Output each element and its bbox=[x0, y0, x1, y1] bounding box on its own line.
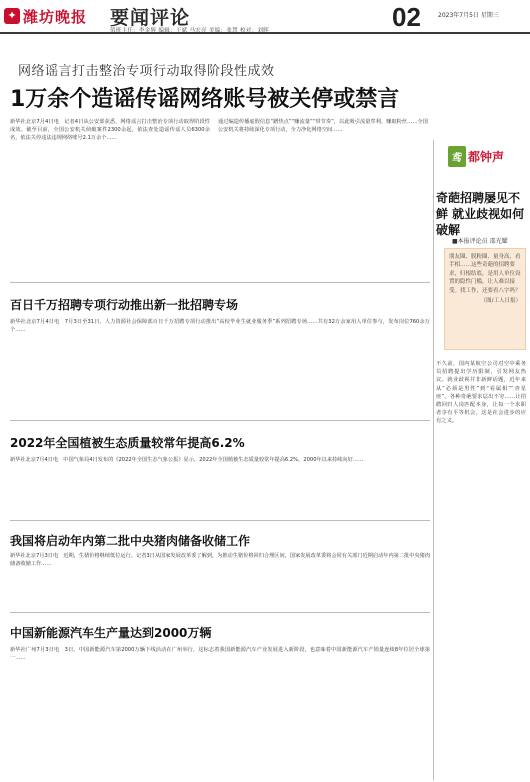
divider bbox=[10, 520, 430, 521]
column-divider bbox=[433, 140, 434, 780]
article3-title: 2022年全国植被生态质量较常年提高6.2% bbox=[10, 436, 245, 450]
lead-body-right: 通过编造传播虚假信息“蹭热点”“赚流量”“带节奏”，以此吸引流量牟利，赚取粉丝……全国公安机关将持续深化专项行动，全力净化网络空间…… bbox=[218, 119, 428, 133]
divider bbox=[10, 612, 430, 613]
paper-logo-icon: ✦ bbox=[4, 8, 20, 24]
issue-date: 2023年7月5日 星期三 bbox=[438, 12, 499, 19]
article4-body: 新华社北京7月3日电 近期，生猪价格继续低位运行。记者3日从国家发展改革委了解到，为推动生猪价格回归合理区间，国家发展改革委将会同有关部门近期启动年内第二批中央猪肉储备收储工作…… bbox=[10, 553, 430, 567]
brand-badge: 鸢 bbox=[448, 146, 466, 167]
lead-headline: 1万余个造谣传谣网络账号被关停或禁言 bbox=[10, 87, 400, 112]
brand-text: 都钟声 bbox=[468, 149, 505, 164]
masthead bbox=[0, 0, 530, 34]
divider bbox=[10, 282, 430, 283]
paper-name: 潍坊晚报 bbox=[23, 7, 88, 26]
divider bbox=[10, 420, 430, 421]
opinion-byline: ■本报评论员 邵光耀 bbox=[452, 238, 508, 245]
lead-body-left: 新华社北京7月4日电 记者4日从公安部获悉，网络谣言打击整治专项行动取得阶段性成效。截至目前，全国公安机关侦破案件2300余起，依法查处造谣传谣人员6300余名，依法关停违法违规网络账号2.1万余个…… bbox=[10, 119, 210, 141]
article4-title: 我国将启动年内第二批中央猪肉储备收储工作 bbox=[10, 534, 251, 548]
opinion-title: 奇葩招聘屡见不鲜 就业歧视如何破解 bbox=[436, 191, 525, 237]
article5-body: 新华社广州7月3日电 3日，中国新能源汽车第2000万辆下线活动在广州举行，这标志着我国新能源汽车产业发展进入新阶段，也意味着中国新能源汽车产销量连续8年位居全球第一…… bbox=[10, 647, 430, 661]
section-title: 要闻评论 bbox=[110, 7, 191, 29]
editor-credits: 值班主任：李金辉 编辑：于斌 马宏亮 美编：张慧 校对：刘晖 bbox=[110, 28, 269, 34]
page-number: 02 bbox=[392, 2, 421, 32]
article2-title: 百日千万招聘专项行动推出新一批招聘专场 bbox=[10, 298, 239, 312]
opinion-body: 不久前，国内某航空公司对空中乘务员招聘提出学历限制，引发网友热议。就业歧视并非新鲜话题，近年来从“必须是男性”到“看属相”“查星座”，各种奇葩要求层出不穷……让招聘回归人岗匹配本身，让每一个求职者享有平等机会，这是社会进步的应有之义。 bbox=[436, 361, 526, 425]
article5-title: 中国新能源汽车生产量达到2000万辆 bbox=[10, 626, 212, 640]
opinion-quote-source: （图/工人日报） bbox=[480, 298, 521, 305]
article3-body: 新华社北京7月4日电 中国气象局4日发布的《2022年全国生态气象公报》显示，2022年全国植被生态质量较常年提高6.2%，2000年以来持续向好…… bbox=[10, 457, 364, 463]
opinion-quote: 朋友圈、脱粉圈、量身高、看手相……这些奇葩的招聘要求，归根结底，是用人单位设置的隐性门槛，让人难以接受。找工作，还要看八字吗？ bbox=[449, 254, 521, 294]
article2-body: 新华社北京7月4日电 7月3日至31日，人力资源社会保障部百日千万招聘专项行动推出“高校毕业生就业服务季”系列招聘专场……共有32万余家用人单位参与，发布岗位760余万个…… bbox=[10, 319, 430, 333]
paper-logo bbox=[4, 4, 87, 28]
opinion-quote-box bbox=[444, 248, 526, 350]
lead-kicker: 网络谣言打击整治专项行动取得阶段性成效 bbox=[18, 64, 275, 79]
opinion-brand bbox=[448, 144, 522, 168]
